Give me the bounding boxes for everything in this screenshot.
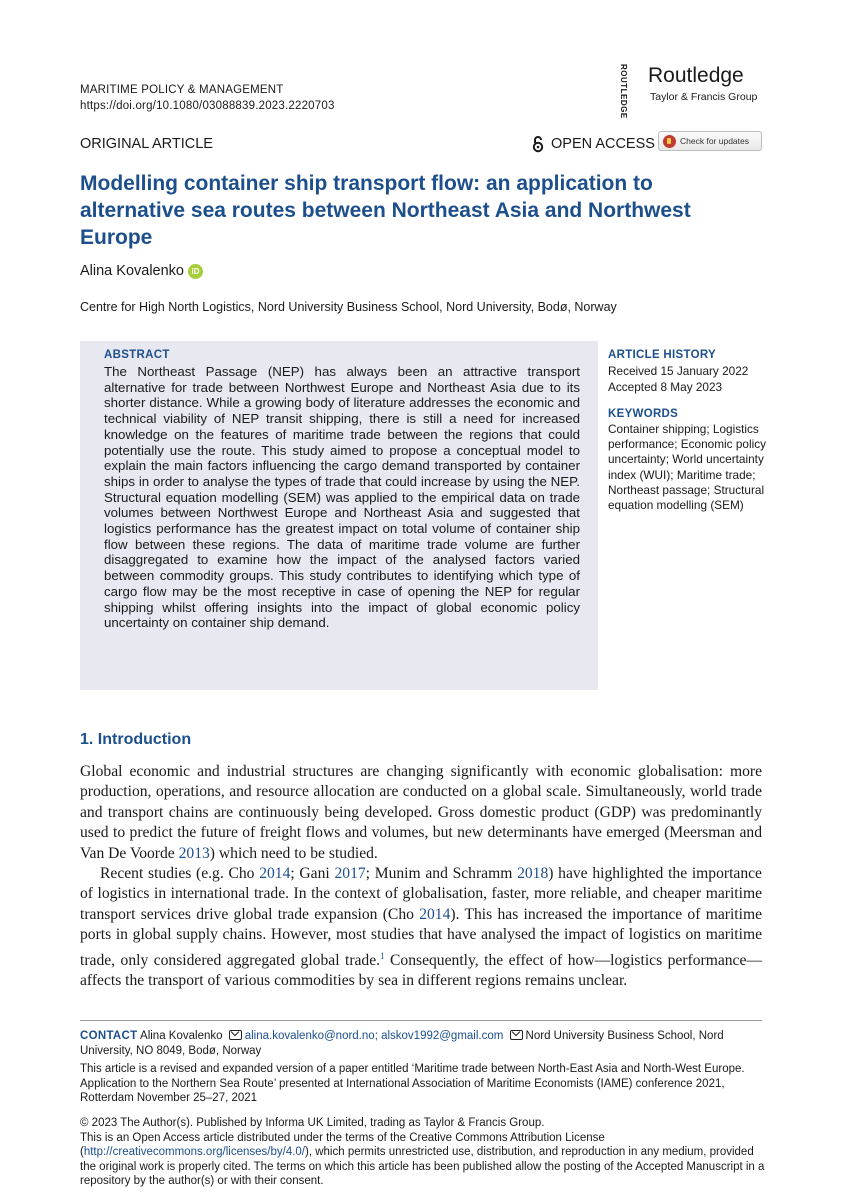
- publisher-logo: [610, 62, 780, 119]
- open-access-lock-icon: [531, 135, 545, 153]
- footer-divider: [80, 1020, 762, 1021]
- intro-paragraph-1: Global economic and industrial structures are changing significantly with economic globalisation: more production, operations, and resource allocation are conducted on a global scale. Simultaneously, world trade and transport chains are continuously being developed. Gross domestic product (GDP) was predominantly used to predict the future of freight flows and volumes, but new determinants have emerged (Meersman and Van De Voorde 2013) which need to be studied.: [80, 763, 762, 862]
- article-note: This article is a revised and expanded version of a paper entitled ‘Maritime trade between North-East Asia and North-West Europe. Application to the Northern Sea Route’ presented at International Association of Maritime Economists (IAME) conference 2021, Rotterdam November 25–27, 2021: [80, 1063, 745, 1104]
- license-link[interactable]: http://creativecommons.org/licenses/by/4.0/: [83, 1146, 305, 1158]
- citation-link[interactable]: 2014: [259, 865, 291, 883]
- abstract-text: The Northeast Passage (NEP) has always been an attractive transport alternative for trade between Northwest Europe and Northeast Asia due to its shorter distance. While a growing body of literature addresses the economic and technical viability of NEP transit shipping, there is still a need for increased knowledge on the features of maritime trade between the regions that could potentially use the route. This study aimed to propose a conceptual model to explain the main factors influencing the cargo demand transported by container ships in order to analyse the types of trade that could increase by using the NEP. Structural equation modelling (SEM) was applied to the empirical data on trade volumes between Northwest Europe and Northeast Asia and suggested that logistics performance has the greatest impact on total volume of container ship flow between these regions. The data of maritime trade volume are further disaggregated to examine how the impact of the analysed factors varied between commodity groups. This study contributes to identifying which type of cargo flow may be the most receptive in case of opening the NEP for regular shipping whilst offering insights into the impact of global economic policy uncertainty on container ship demand.: [104, 364, 580, 631]
- author-name: Alina Kovalenko: [80, 263, 184, 279]
- license-block: [80, 1116, 770, 1189]
- keywords-list: Container shipping; Logistics performance; Economic policy uncertainty; World uncertainty index (WUI); Maritime trade; Northeast passage; Structural equation modelling (SEM): [608, 422, 767, 513]
- journal-doi[interactable]: https://doi.org/10.1080/03088839.2023.2220703: [80, 100, 335, 112]
- orcid-icon[interactable]: iD: [188, 264, 203, 279]
- journal-name: MARITIME POLICY & MANAGEMENT: [80, 84, 284, 96]
- copyright-line: © 2023 The Author(s). Published by Informa UK Limited, trading as Taylor & Francis Group.: [80, 1117, 545, 1129]
- contact-label: CONTACT: [80, 1030, 138, 1042]
- article-history-heading: ARTICLE HISTORY: [608, 349, 717, 361]
- contact-address: Nord University Business School, Nord University, NO 8049, Bodø, Norway: [80, 1030, 724, 1057]
- license-text: This is an Open Access article distributed under the terms of the Creative Commons Attribution License (http://creativecommons.org/licenses/by/4.0/), which permits unrestricted use, distribution, and reproduction in any medium, provided the original work is properly cited. The terms on which this article has been published allow the posting of the Accepted Manuscript in a repository by the author(s) or with their consent.: [80, 1131, 765, 1187]
- citation-link[interactable]: 2013: [178, 844, 210, 862]
- accepted-date: Accepted 8 May 2023: [608, 380, 723, 394]
- footnote-marker[interactable]: 1: [380, 950, 385, 961]
- article-type: ORIGINAL ARTICLE: [80, 136, 213, 152]
- publisher-group: Taylor & Francis Group: [650, 91, 758, 103]
- author-line: [80, 263, 203, 279]
- introduction-body: [80, 762, 762, 992]
- keywords-heading: KEYWORDS: [608, 408, 679, 420]
- journal-header: [80, 82, 335, 114]
- contact-name: Alina Kovalenko: [140, 1030, 223, 1042]
- contact-email-1[interactable]: alina.kovalenko@nord.no: [244, 1030, 375, 1042]
- check-updates-icon: [663, 135, 676, 148]
- check-updates-label: Check for updates: [680, 136, 749, 146]
- citation-link[interactable]: 2017: [334, 865, 366, 883]
- publisher-name: Routledge: [648, 64, 744, 87]
- contact-email-2[interactable]: alskov1992@gmail.com: [381, 1030, 504, 1042]
- citation-link[interactable]: 2018: [517, 865, 549, 883]
- check-for-updates-button[interactable]: [658, 131, 762, 151]
- section-heading-introduction: 1. Introduction: [80, 731, 192, 748]
- address-icon: [510, 1030, 523, 1040]
- publisher-vertical-mark: ROUTLEDGE: [619, 64, 628, 119]
- contact-info: CONTACT Alina Kovalenko alina.kovalenko@nord.no; alskov1992@gmail.com Nord University Business School, Nord University, NO 8049, Bodø, Norway: [80, 1030, 724, 1057]
- received-date: Received 15 January 2022: [608, 364, 749, 378]
- open-access-badge: [531, 135, 655, 153]
- article-title: Modelling container ship transport flow: an application to alternative sea routes between Northeast Asia and Northwest Europe: [80, 172, 691, 249]
- email-icon: [229, 1030, 242, 1040]
- abstract-heading: ABSTRACT: [104, 349, 170, 361]
- open-access-label: OPEN ACCESS: [551, 136, 655, 152]
- affiliation: Centre for High North Logistics, Nord University Business School, Nord University, Bodø, Norway: [80, 300, 617, 314]
- intro-paragraph-2: Recent studies (e.g. Cho 2014; Gani 2017; Munim and Schramm 2018) have highlighted the importance of logistics in international trade. In the context of globalisation, faster, more reliable, and cheaper maritime transport services drive global trade expansion (Cho 2014). This has increased the importance of maritime ports in global supply chains. However, most studies that have analysed the impact of logistics on maritime trade, only considered aggregated global trade.$^1$ Consequently, the effect of how—logistics performance—affects the transport of various commodities by sea in different regions remains unclear.: [80, 865, 762, 990]
- citation-link[interactable]: 2014: [419, 905, 451, 923]
